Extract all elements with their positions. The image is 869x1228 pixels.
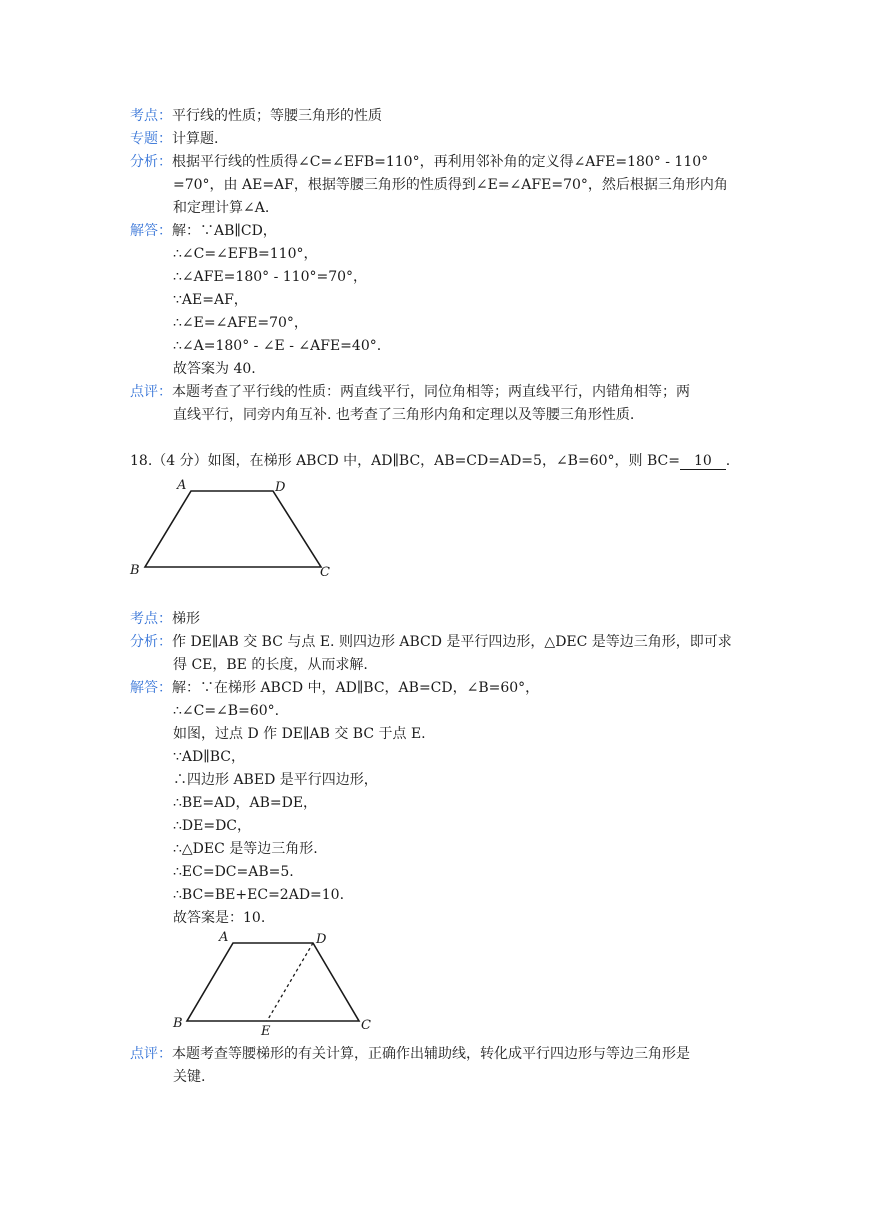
question-text: 18.（4 分）如图，在梯形 ABCD 中，AD∥BC，AB=CD=AD=5，∠B=60°，则 BC= (130, 453, 680, 469)
fenxi-label: 分析： (130, 634, 172, 650)
fenxi-line: =70°，由 AE=AF，根据等腰三角形的性质得到∠E=∠AFE=70°，然后根据三角形内角 (173, 177, 728, 193)
jieda-line: ∴EC=DC=AB=5. (173, 864, 294, 880)
jieda-line: ∵AD∥BC， (173, 749, 245, 765)
vertex-label-b: B (173, 1016, 183, 1031)
jieda-line: ∴BC=BE+EC=2AD=10. (173, 887, 345, 903)
jieda-line: ∴∠A=180° - ∠E - ∠AFE=40°. (173, 338, 382, 354)
jieda-line: ∵AE=AF， (173, 292, 248, 308)
vertex-label-c: C (361, 1018, 371, 1033)
vertex-label-b: B (130, 563, 140, 578)
vertex-label-d: D (275, 480, 286, 495)
q17-fenxi (130, 153, 708, 171)
auxiliary-line-de (267, 943, 313, 1021)
jieda-line: ∴DE=DC， (173, 818, 252, 834)
answer-blank: 10 (680, 453, 726, 470)
jieda-line: ∴BE=AD，AB=DE， (173, 795, 318, 811)
q18-kaodian (130, 610, 200, 628)
trapezoid-shape (145, 491, 321, 567)
zhuanti-text: 计算题. (172, 131, 219, 147)
fenxi-line: 得 CE，BE 的长度，从而求解. (173, 657, 368, 673)
jieda-line: ∴∠C=∠EFB=110°， (173, 246, 318, 262)
kaodian-text: 梯形 (172, 611, 200, 627)
jieda-line: ∴四边形 ABED 是平行四边形， (173, 772, 378, 788)
jieda-line: ∴△DEC 是等边三角形. (173, 841, 318, 857)
jieda-line: 解：∵在梯形 ABCD 中，AD∥BC，AB=CD，∠B=60°， (172, 680, 540, 696)
kaodian-text: 平行线的性质；等腰三角形的性质 (172, 108, 382, 124)
jieda-line: 故答案是：10. (173, 910, 266, 926)
fenxi-label: 分析： (130, 154, 172, 170)
dianping-line: 直线平行，同旁内角互补. 也考查了三角形内角和定理以及等腰三角形性质. (173, 407, 635, 423)
dianping-line: 关键. (173, 1069, 206, 1085)
q17-dianping (130, 383, 690, 401)
kaodian-label: 考点： (130, 108, 172, 124)
trapezoid-figure-2 (165, 925, 385, 1040)
kaodian-label: 考点： (130, 611, 172, 627)
trapezoid-figure-1 (125, 474, 345, 584)
jieda-label: 解答： (130, 223, 172, 239)
q18-fenxi (130, 633, 732, 651)
vertex-label-c: C (320, 565, 330, 580)
q18-jieda (130, 679, 539, 697)
jieda-line: 解：∵AB∥CD， (172, 223, 277, 239)
jieda-line: ∴∠C=∠B=60°. (173, 703, 280, 719)
jieda-label: 解答： (130, 680, 172, 696)
q17-jieda (130, 222, 277, 240)
trapezoid-shape (187, 943, 359, 1021)
dianping-line: 本题考查了平行线的性质：两直线平行，同位角相等；两直线平行，内错角相等；两 (172, 384, 690, 400)
fenxi-line: 根据平行线的性质得∠C=∠EFB=110°，再利用邻补角的定义得∠AFE=180° - 110° (172, 154, 709, 170)
fenxi-line: 作 DE∥AB 交 BC 与点 E. 则四边形 ABCD 是平行四边形，△DEC 是等边三角形，即可求 (172, 634, 732, 650)
zhuanti-label: 专题： (130, 131, 172, 147)
vertex-label-a: A (219, 930, 229, 945)
dianping-label: 点评： (130, 1046, 172, 1062)
jieda-line: 故答案为 40. (173, 361, 256, 377)
q17-kaodian (130, 107, 382, 125)
q17-zhuanti (130, 130, 218, 148)
jieda-line: ∴∠E=∠AFE=70°， (173, 315, 308, 331)
dianping-label: 点评： (130, 384, 172, 400)
q18-question (130, 452, 730, 470)
jieda-line: 如图，过点 D 作 DE∥AB 交 BC 于点 E. (173, 726, 426, 742)
fenxi-line: 和定理计算∠A. (173, 200, 270, 216)
jieda-line: ∴∠AFE=180° - 110°=70°， (173, 269, 368, 285)
question-end: . (725, 453, 731, 469)
vertex-label-a: A (177, 478, 187, 493)
dianping-line: 本题考查等腰梯形的有关计算，正确作出辅助线，转化成平行四边形与等边三角形是 (172, 1046, 690, 1062)
vertex-label-e: E (261, 1024, 271, 1039)
vertex-label-d: D (316, 932, 327, 947)
q18-dianping (130, 1045, 690, 1063)
